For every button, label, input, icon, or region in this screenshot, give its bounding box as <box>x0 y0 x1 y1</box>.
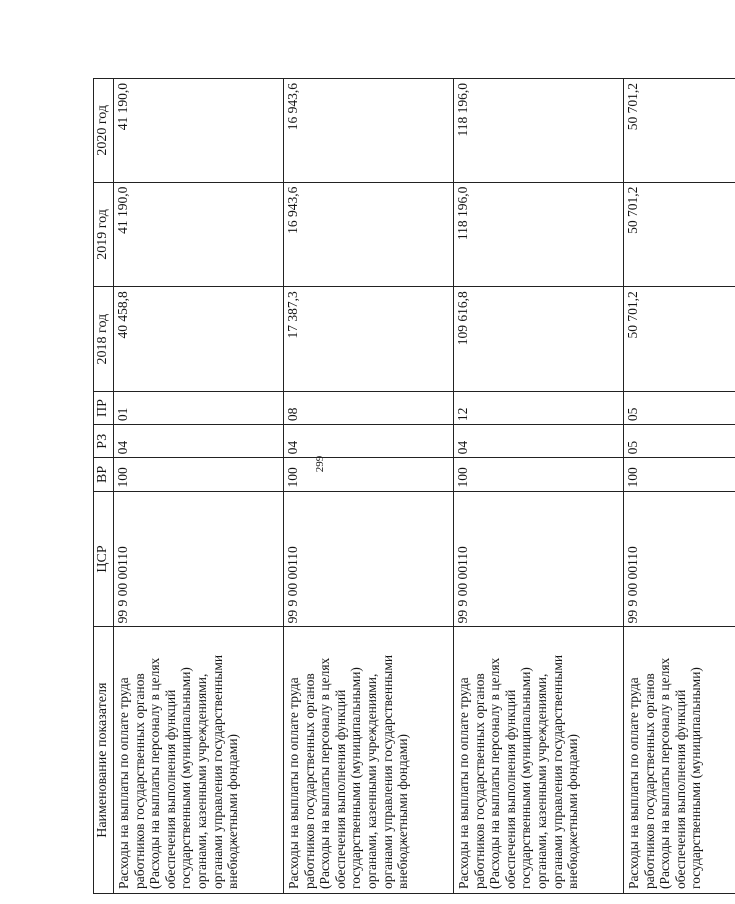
cell-2018: 17 387,3 <box>284 287 454 392</box>
header-2018: 2018 год <box>94 287 114 392</box>
header-pr: ПР <box>94 391 114 424</box>
cell-2019: 16 943,6 <box>284 182 454 287</box>
cell-2020: 118 196,0 <box>454 79 624 183</box>
cell-csr: 99 9 00 00110 <box>114 491 284 627</box>
header-2019: 2019 год <box>94 182 114 287</box>
cell-vr: 100 <box>114 458 284 491</box>
cell-name: Расходы на выплаты по оплате труда работников государственных органов (Расходы на выплаты персоналу в целях обеспечения выполнения функций государственными (муниципальными) органами, казенными учреждениями, органами управления государственными внебюджетными фондами) <box>114 627 284 894</box>
table-header-row <box>94 79 114 894</box>
cell-pr: 05 <box>624 391 735 424</box>
cell-2020: 50 701,2 <box>624 79 735 183</box>
cell-csr: 99 9 00 00110 <box>624 491 735 627</box>
cell-2020: 41 190,0 <box>114 79 284 183</box>
header-name: Наименование показателя <box>94 627 114 894</box>
cell-rz: 04 <box>454 425 624 458</box>
cell-2019: 118 196,0 <box>454 182 624 287</box>
budget-table <box>93 78 735 894</box>
rotated-table-container <box>93 78 704 894</box>
cell-2020: 16 943,6 <box>284 79 454 183</box>
cell-vr: 100 <box>624 458 735 491</box>
cell-2019: 41 190,0 <box>114 182 284 287</box>
cell-2018: 109 616,8 <box>454 287 624 392</box>
cell-name: Расходы на выплаты по оплате труда работников государственных органов (Расходы на выплаты персоналу в целях обеспечения выполнения функций государственными (муниципальными) <box>624 627 735 894</box>
header-csr: ЦСР <box>94 491 114 627</box>
cell-pr: 12 <box>454 391 624 424</box>
cell-name: Расходы на выплаты по оплате труда работников государственных органов (Расходы на выплаты персоналу в целях обеспечения выполнения функций государственными (муниципальными) органами, казенными учреждениями, органами управления государственными внебюджетными фондами) <box>454 627 624 894</box>
table-row <box>114 79 284 894</box>
cell-rz: 05 <box>624 425 735 458</box>
cell-csr: 99 9 00 00110 <box>284 491 454 627</box>
header-vr: ВР <box>94 458 114 491</box>
cell-vr: 100 <box>454 458 624 491</box>
header-rz: РЗ <box>94 425 114 458</box>
table-row <box>624 79 735 894</box>
header-2020: 2020 год <box>94 79 114 183</box>
cell-pr: 08 <box>284 391 454 424</box>
cell-2019: 50 701,2 <box>624 182 735 287</box>
cell-vr: 100 <box>284 458 454 491</box>
table-row <box>284 79 454 894</box>
cell-rz: 04 <box>284 425 454 458</box>
table-row <box>454 79 624 894</box>
cell-2018: 50 701,2 <box>624 287 735 392</box>
cell-name: Расходы на выплаты по оплате труда работников государственных органов (Расходы на выплаты персоналу в целях обеспечения выполнения функций государственными (муниципальными) органами, казенными учреждениями, органами управления государственными внебюджетными фондами) <box>284 627 454 894</box>
page-number: 299 <box>314 455 326 473</box>
cell-rz: 04 <box>114 425 284 458</box>
cell-csr: 99 9 00 00110 <box>454 491 624 627</box>
cell-pr: 01 <box>114 391 284 424</box>
cell-2018: 40 458,8 <box>114 287 284 392</box>
